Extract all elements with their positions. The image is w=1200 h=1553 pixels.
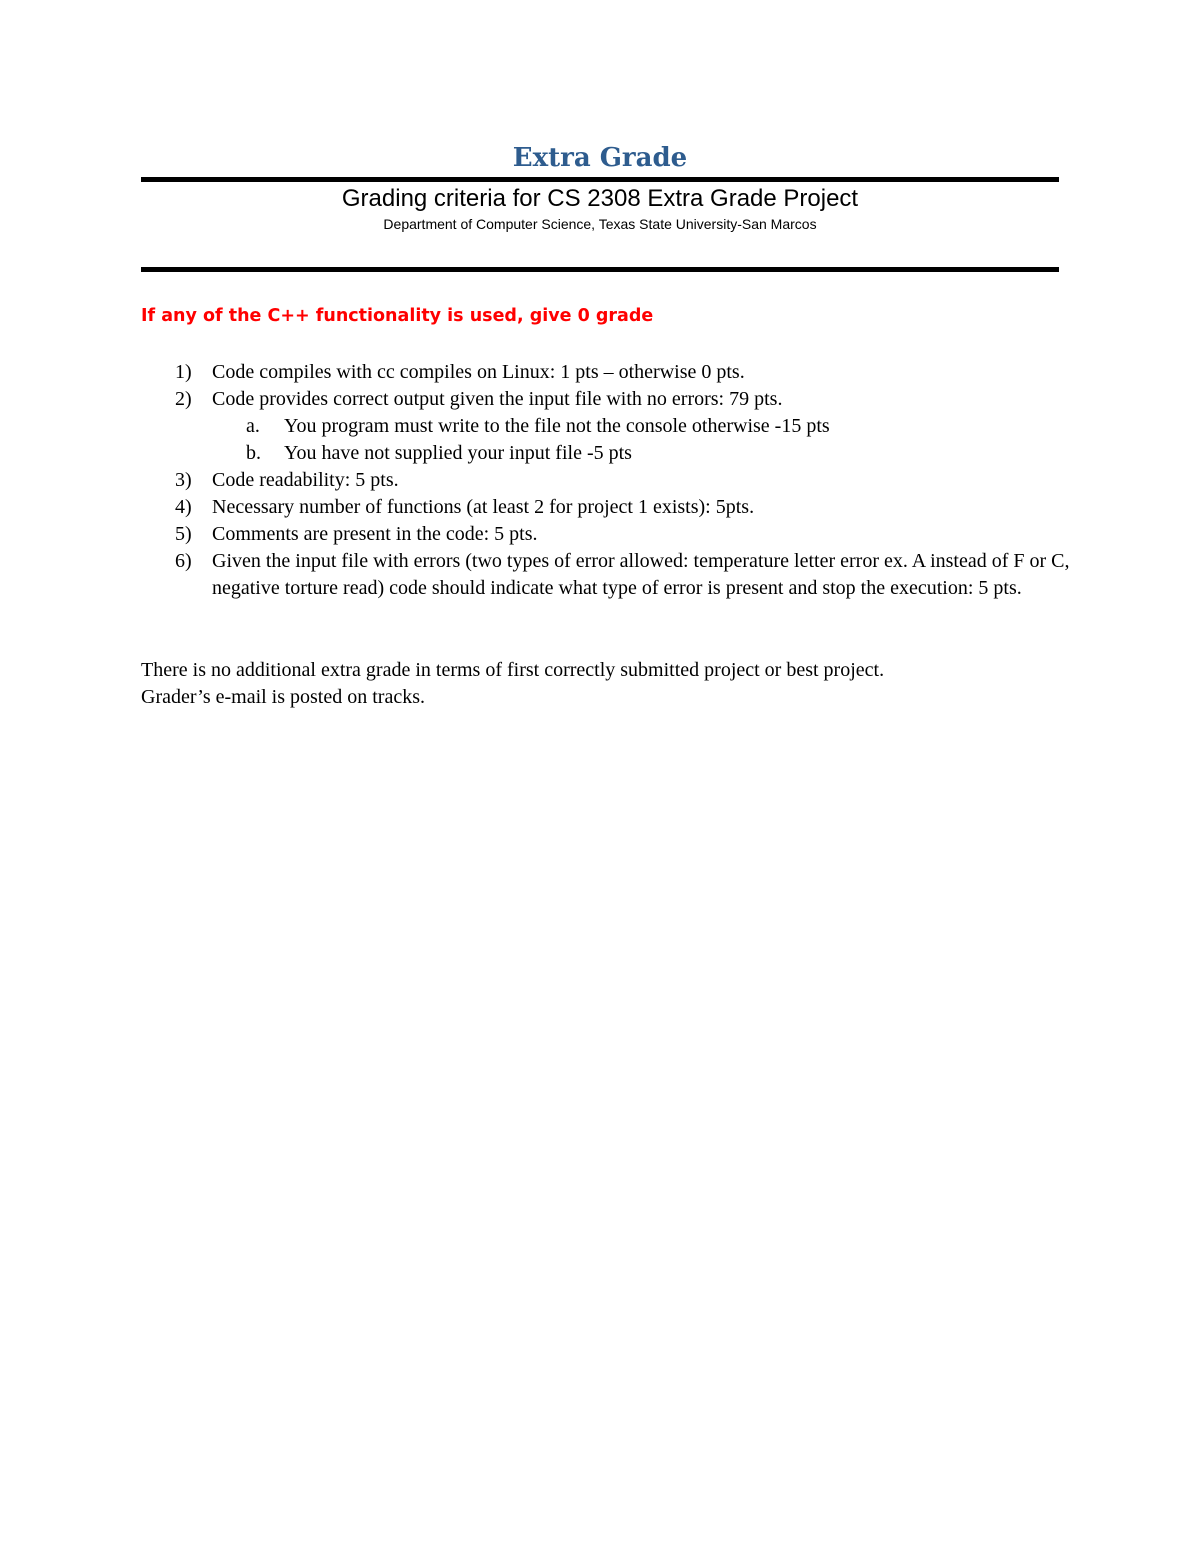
criteria-item (141, 386, 1071, 413)
item-text: Code compiles with cc compiles on Linux: 1 pts – otherwise 0 pts. (212, 361, 745, 383)
warning-text: If any of the C++ functionality is used, give 0 grade (141, 306, 654, 326)
item-text: Necessary number of functions (at least 2 for project 1 exists): 5pts. (212, 496, 755, 518)
criteria-subitem (141, 413, 1071, 440)
item-number: 3) (175, 469, 192, 491)
footer-notes (141, 657, 1071, 711)
item-text: Code readability: 5 pts. (212, 469, 399, 491)
item-number: 1) (175, 361, 192, 383)
item-number: 2) (175, 388, 192, 410)
department-line: Department of Computer Science, Texas State University-San Marcos (383, 216, 817, 232)
title-divider-top (141, 177, 1059, 182)
footer-line: There is no additional extra grade in terms of first correctly submitted project or best project. (141, 659, 885, 681)
item-text: Given the input file with errors (two types of error allowed: temperature letter error ex. A instead of F or C, negative torture read) code should indicate what type of error is present and stop the execution: 5 pts. (212, 550, 1070, 599)
item-number: 4) (175, 496, 192, 518)
subitem-letter: a. (246, 415, 260, 437)
document-subtitle: Grading criteria for CS 2308 Extra Grade Project (341, 185, 859, 212)
title-divider-bottom (141, 267, 1059, 272)
footer-line: Grader’s e-mail is posted on tracks. (141, 686, 425, 708)
criteria-item (141, 467, 1071, 494)
item-text: Comments are present in the code: 5 pts. (212, 523, 538, 545)
criteria-item (141, 548, 1071, 602)
page-title: Extra Grade (512, 143, 688, 173)
subitem-text: You program must write to the file not the console otherwise -15 pts (284, 415, 830, 437)
subitem-letter: b. (246, 442, 261, 464)
criteria-list (141, 359, 1071, 602)
criteria-item (141, 494, 1071, 521)
subitem-text: You have not supplied your input file -5 pts (284, 442, 632, 464)
item-text: Code provides correct output given the input file with no errors: 79 pts. (212, 388, 783, 410)
criteria-item (141, 359, 1071, 386)
criteria-subitem (141, 440, 1071, 467)
item-number: 6) (175, 550, 192, 572)
item-number: 5) (175, 523, 192, 545)
criteria-item (141, 521, 1071, 548)
